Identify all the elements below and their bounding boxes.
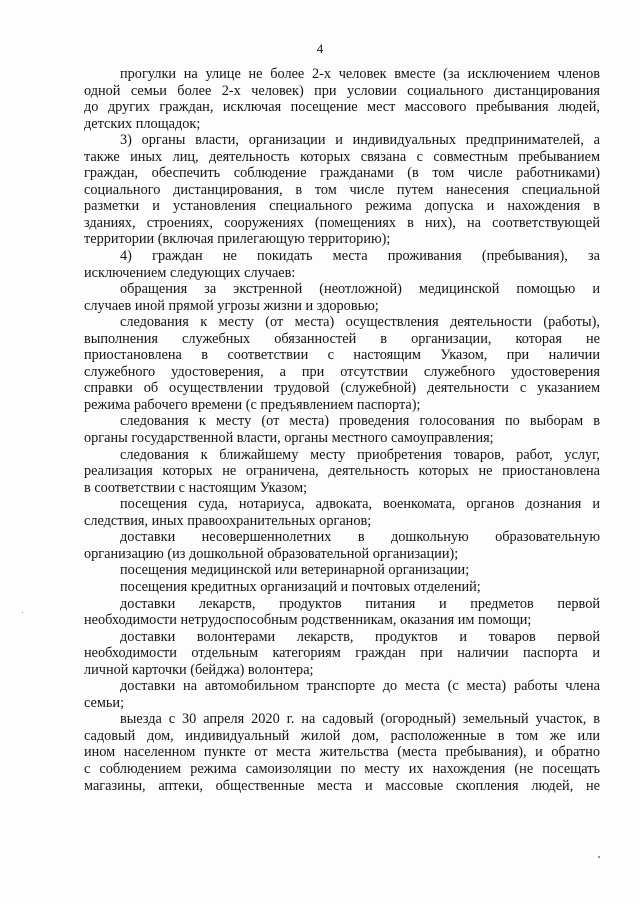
text-line: выполнения служебных обязанностей в организации, которая не [84, 330, 600, 347]
text-line: органы государственной власти, органы местного самоуправления; [84, 430, 494, 447]
text-line: граждан, обеспечить соблюдение гражданами (в том числе работниками) [84, 165, 600, 182]
text-line: случаев иной прямой угрозы жизни и здоровью; [84, 297, 379, 314]
text-line: режима рабочего времени (с предъявлением паспорта); [84, 396, 421, 413]
text-line: выезда с 30 апреля 2020 г. на садовый (огородный) земельный участок, в [120, 711, 600, 728]
text-line: посещения медицинской или ветеринарной организации; [120, 562, 470, 579]
text-line: территории (включая прилегающую территорию); [84, 231, 391, 248]
text-line: служебного удостоверения, а при отсутствии служебного удостоверения [84, 363, 600, 380]
text-line: ином населенном пункте от места жительства (места пребывания), и обратно [84, 744, 600, 761]
text-line: доставки лекарств, продуктов питания и предметов первой [120, 595, 600, 612]
scan-speck [598, 856, 600, 858]
text-line: исключением следующих случаев: [84, 264, 296, 281]
text-line: необходимости нетрудоспособным родственникам, оказания им помощи; [84, 612, 532, 629]
text-line: необходимости отдельным категориям граждан при наличии паспорта и [84, 645, 600, 662]
text-line: 3) органы власти, организации и индивидуальных предпринимателей, а [120, 132, 600, 149]
text-line: посещения кредитных организаций и почтовых отделений; [120, 578, 481, 595]
text-line: следования к месту (от места) проведения голосования по выборам в [120, 413, 600, 430]
text-line: организацию (из дошкольной образовательной организации); [84, 545, 459, 562]
text-line: посещения суда, нотариуса, адвоката, военкомата, органов дознания и [120, 496, 600, 513]
text-line: до других граждан, исключая посещение мест массового пребывания людей, [84, 99, 600, 116]
text-line: доставки волонтерами лекарств, продуктов и товаров первой [120, 628, 600, 645]
text-line: справки об осуществлении трудовой (служебной) деятельности с указанием [84, 380, 600, 397]
page-number: 4 [316, 41, 324, 56]
text-line: личной карточки (бейджа) волонтера; [84, 661, 314, 678]
text-line: также иных лиц, деятельность которых связана с совместным пребыванием [84, 148, 600, 165]
text-line: 4) граждан не покидать места проживания (пребывания), за [120, 248, 600, 265]
text-line: с соблюдением режима самоизоляции по месту их нахождения (не посещать [84, 760, 600, 777]
text-line: садовый дом, индивидуальный жилой дом, расположенные в том же или [84, 727, 600, 744]
text-line: приостановлена в соответствии с настоящим Указом, при наличии [84, 347, 600, 364]
text-line: зданиях, строениях, сооружениях (помещениях в них), на соответствующей [84, 214, 600, 231]
scan-speck [22, 612, 23, 613]
text-line: обращения за экстренной (неотложной) медицинской помощью и [120, 281, 600, 298]
text-line: семьи; [84, 694, 125, 711]
text-line: доставки на автомобильном транспорте до места (с места) работы члена [120, 678, 600, 695]
document-body [84, 66, 600, 794]
text-line: доставки несовершеннолетних в дошкольную образовательную [120, 529, 600, 546]
text-line: следствия, иных правоохранительных органов; [84, 512, 372, 529]
text-line: разметки и установления специального режима допуска и нахождения в [84, 198, 600, 215]
text-line: социального дистанцирования, в том числе путем нанесения специальной [84, 181, 600, 198]
text-line: в соответствии с настоящим Указом; [84, 479, 308, 496]
text-line: детских площадок; [84, 115, 201, 132]
text-line: магазины, аптеки, общественные места и массовые скопления людей, не [84, 777, 600, 794]
text-line: реализация которых не ограничена, деятельность которых не приостановлена [84, 463, 600, 480]
text-line: одной семьи более 2-х человек) при условии социального дистанцирования [84, 82, 600, 99]
text-line: следования к месту (от места) осуществления деятельности (работы), [120, 314, 600, 331]
text-line: прогулки на улице не более 2-х человек вместе (за исключением членов [120, 66, 600, 82]
text-line: следования к ближайшему месту приобретения товаров, работ, услуг, [120, 446, 600, 463]
